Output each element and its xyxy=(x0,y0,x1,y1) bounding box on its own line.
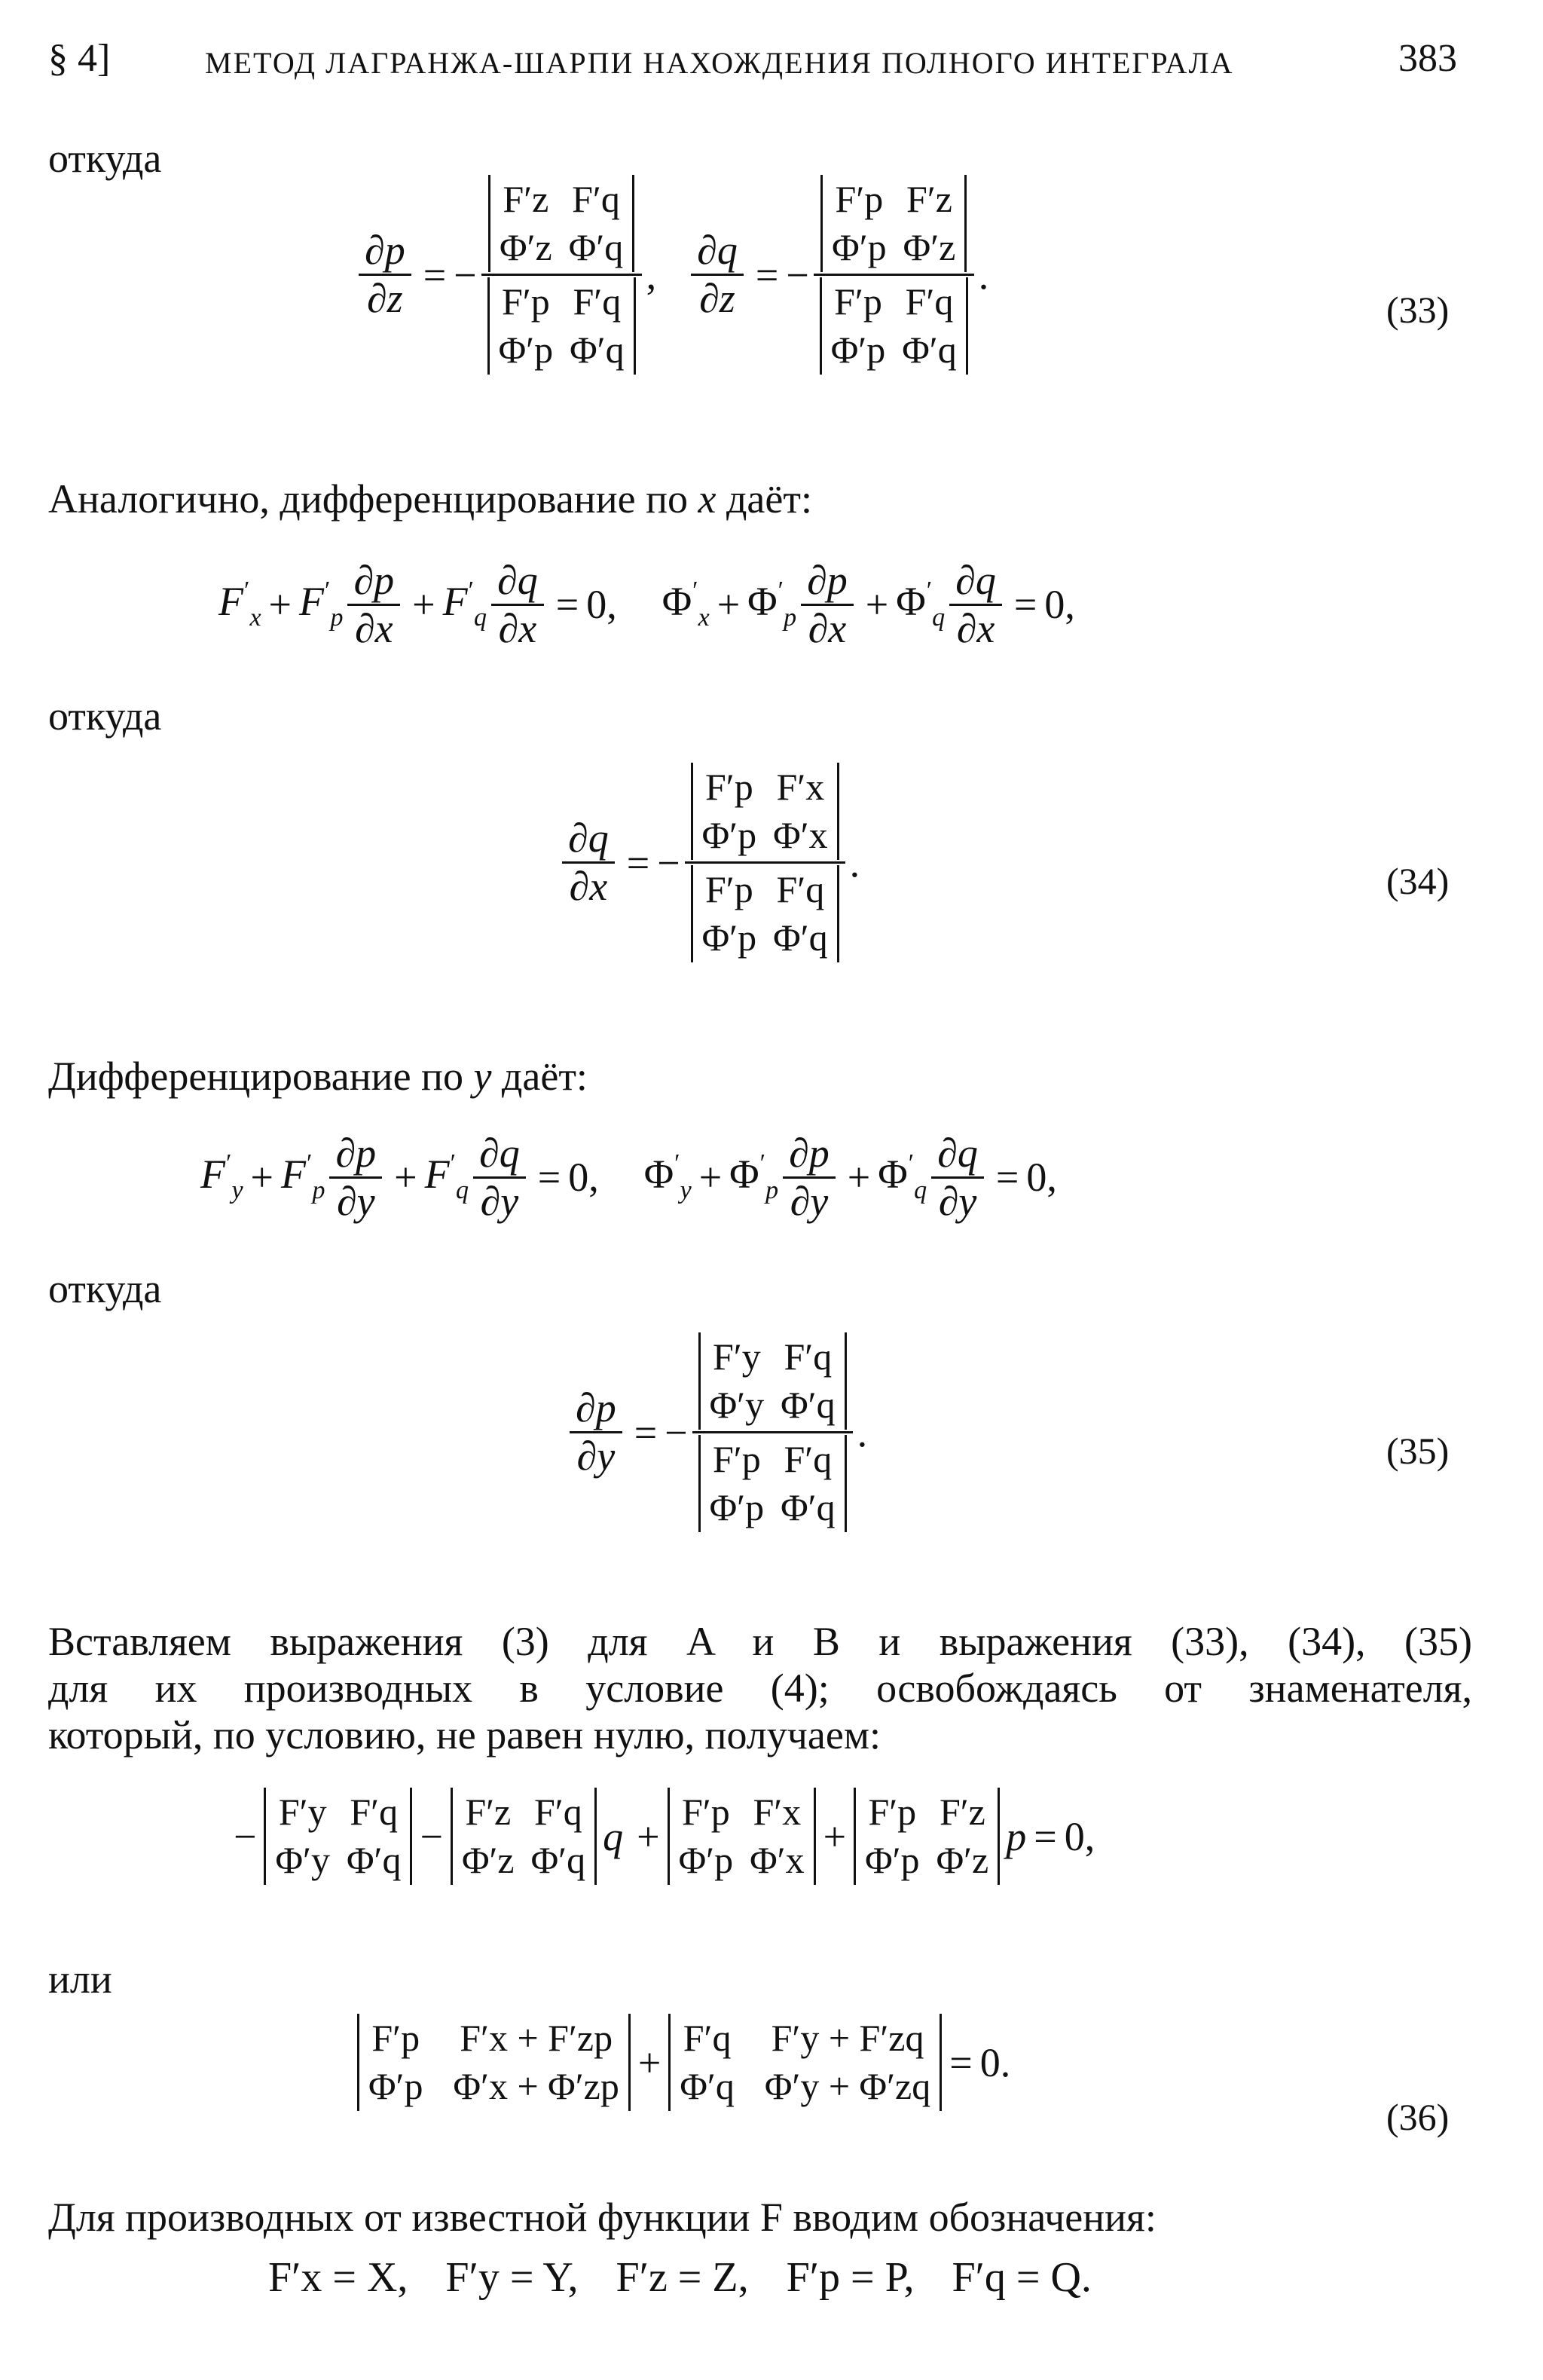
fraction-det-33a xyxy=(481,173,642,376)
op-minus: − xyxy=(665,1409,688,1455)
op-eq: = xyxy=(423,252,447,298)
paragraph-otkuda-2: откуда xyxy=(48,693,162,739)
paragraph-notation: Для производных от известной функции F вводим обозначения: xyxy=(48,2195,1156,2240)
determinant xyxy=(357,2014,631,2111)
det-cell: Φ′y xyxy=(709,1383,765,1426)
notation-item: F′z = Z, xyxy=(616,2254,749,2301)
det-cell: F′q xyxy=(350,1791,399,1833)
det-cell: Φ′q xyxy=(568,225,624,268)
det-cell: F′p xyxy=(502,280,550,323)
paragraph-otkuda-3: откуда xyxy=(48,1266,162,1311)
det-cell: Φ′q xyxy=(680,2064,735,2107)
det-cell: F′y + F′zq xyxy=(771,2017,924,2059)
paragraph-ili: или xyxy=(48,1956,112,2002)
det-cell: Φ′p xyxy=(832,225,887,268)
equation-number-34: (34) xyxy=(1386,860,1450,902)
det-cell: Φ′y + Φ′zq xyxy=(764,2064,931,2107)
det-cell: F′z xyxy=(503,178,549,220)
equation-notation xyxy=(268,2253,1092,2302)
determinant xyxy=(820,175,967,272)
equation-dy: $F'_y$ + $F'_p$ $\frac{\partial p}{\partial y}$ + $F'_q$ $\frac{\partial q}{\partial y}$ = 0, $\Phi'_y$ + $\Phi'_p$ $\frac{\partial p}{\partial y}$ + $\Phi'_q$ $\frac{\partial q}{\partial y}$ = 0, xyxy=(200,1130,1057,1224)
equation-36 xyxy=(357,2014,1010,2111)
det-cell: F′p xyxy=(681,1791,730,1833)
variable: y xyxy=(473,1054,492,1099)
determinant xyxy=(488,175,634,272)
det-cell: F′p xyxy=(705,766,753,808)
fraction-det-33b xyxy=(814,173,974,376)
op-period: . xyxy=(978,252,989,298)
det-cell: F′z xyxy=(465,1791,512,1833)
text-run: даёт: xyxy=(726,476,812,522)
det-cell: F′p xyxy=(371,2017,420,2059)
notation-item: F′q = Q. xyxy=(952,2254,1092,2301)
determinant xyxy=(854,1788,1000,1885)
det-cell: Φ′p xyxy=(701,916,757,959)
determinant xyxy=(668,1788,816,1885)
det-cell: Φ′z xyxy=(500,225,552,268)
notation-item: F′y = Y, xyxy=(445,2254,579,2301)
det-cell: F′z xyxy=(906,178,952,220)
det-cell: F′q xyxy=(573,280,622,323)
running-title: МЕТОД ЛАГРАНЖА-ШАРПИ НАХОЖДЕНИЯ ПОЛНОГО ИНТЕГРАЛА xyxy=(205,46,1234,80)
det-cell: F′p xyxy=(835,178,884,220)
equation-dx: $F'_x$ + $F'_p$ $\frac{\partial p}{\partial x}$ + $F'_q$ $\frac{\partial q}{\partial x}$ = 0, $\Phi'_x$ + $\Phi'_p$ $\frac{\partial p}{\partial x}$ + $\Phi'_q$ $\frac{\partial q}{\partial x}$ = 0, xyxy=(218,558,1075,651)
det-cell: Φ′x xyxy=(773,813,828,856)
det-cell: F′q xyxy=(784,1438,833,1480)
op-eq: = xyxy=(626,840,650,886)
det-cell: Φ′z xyxy=(903,225,956,268)
fraction-det-34 xyxy=(685,761,845,964)
equation-35: $\frac{\partial p}{\partial y}$ = − F′y F′q Φ′y Φ′q F′p F′q Φ′p Φ′q . xyxy=(565,1331,867,1534)
det-cell: F′z xyxy=(939,1791,985,1833)
det-cell: F′q xyxy=(905,280,954,323)
op-minus: − xyxy=(786,252,809,298)
op-plus: + xyxy=(823,1813,847,1859)
paragraph-insert-line-3: который, по условию, не равен нулю, получаем: xyxy=(48,1712,881,1757)
op-comma: , xyxy=(1084,1813,1095,1859)
op-eq: = xyxy=(634,1409,658,1455)
det-cell: F′x xyxy=(753,1791,802,1833)
equation-number-35: (35) xyxy=(1386,1430,1450,1472)
det-cell: Φ′q xyxy=(781,1383,836,1426)
det-cell: F′q xyxy=(776,868,825,910)
det-cell: Φ′p xyxy=(368,2064,423,2107)
notation-item: F′x = X, xyxy=(268,2254,408,2301)
op-minus: − xyxy=(234,1813,257,1859)
op-eq: = xyxy=(1034,1813,1057,1859)
text-run: Дифференцирование по xyxy=(48,1054,463,1099)
det-cell: F′x + F′zp xyxy=(460,2017,613,2059)
determinant xyxy=(698,1435,847,1532)
determinant xyxy=(698,1332,847,1430)
det-cell: Φ′z xyxy=(936,1838,989,1881)
det-cell: F′y xyxy=(713,1335,761,1378)
paragraph-otkuda-1: откуда xyxy=(48,136,162,181)
determinant xyxy=(487,277,636,375)
op-eq: = xyxy=(949,2039,973,2085)
zero: 0 xyxy=(1064,1813,1085,1859)
op-minus: − xyxy=(454,252,477,298)
text-run: даёт: xyxy=(501,1054,588,1099)
section-mark: § 4] xyxy=(48,37,111,80)
op-period: . xyxy=(1000,2039,1011,2085)
det-cell: F′p xyxy=(705,868,753,910)
det-cell: Φ′q xyxy=(773,916,828,959)
det-cell: Φ′p xyxy=(678,1838,734,1881)
determinant xyxy=(668,2014,942,2111)
det-cell: Φ′q xyxy=(570,328,625,371)
op-plus: + xyxy=(637,2039,662,2085)
op-minus: − xyxy=(657,840,680,886)
determinant xyxy=(451,1788,597,1885)
det-cell: F′q xyxy=(534,1791,582,1833)
fraction-dq-dz: $\frac{\partial q}{\partial z}$ xyxy=(691,228,744,321)
det-cell: F′q xyxy=(683,2017,732,2059)
zero: 0 xyxy=(979,2039,1001,2085)
det-cell: Φ′p xyxy=(701,813,757,856)
fraction-det-35 xyxy=(692,1331,853,1534)
equation-34: $\frac{\partial q}{\partial x}$ = − F′p F′x Φ′p Φ′x F′p F′q Φ′p Φ′q . xyxy=(558,761,860,964)
det-cell: Φ′q xyxy=(346,1838,402,1881)
variable: x xyxy=(698,476,717,522)
page-number: 383 xyxy=(1398,37,1457,80)
paragraph-analog xyxy=(48,475,812,523)
det-cell: Φ′x + Φ′zp xyxy=(453,2064,619,2107)
op-comma: , xyxy=(646,252,657,298)
equation-number-33: (33) xyxy=(1386,289,1450,331)
det-cell: Φ′p xyxy=(709,1485,765,1528)
equation-number-36: (36) xyxy=(1386,2096,1450,2138)
det-cell: Φ′z xyxy=(461,1838,515,1881)
det-cell: Φ′x xyxy=(750,1838,805,1881)
notation-item: F′p = P, xyxy=(786,2254,915,2301)
det-cell: F′p xyxy=(713,1438,761,1480)
det-cell: F′q xyxy=(572,178,620,220)
op-period: . xyxy=(857,1409,868,1455)
det-cell: F′q xyxy=(784,1335,833,1378)
det-cell: Φ′y xyxy=(275,1838,330,1881)
determinant xyxy=(264,1788,412,1885)
op-minus: − xyxy=(420,1813,443,1859)
det-cell: Φ′q xyxy=(530,1838,586,1881)
op-eq: = xyxy=(755,252,779,298)
det-cell: F′x xyxy=(776,766,825,808)
paragraph-insert-line-2: для их производных в условие (4); освобождаясь от знаменателя, xyxy=(48,1666,1472,1711)
determinant xyxy=(691,763,839,860)
paragraph-insert-line-1: Вставляем выражения (3) для A и B и выражения (33), (34), (35) xyxy=(48,1619,1472,1664)
op-period: . xyxy=(849,840,860,886)
det-cell: Φ′q xyxy=(781,1485,836,1528)
text-run: Аналогично, дифференцирование по xyxy=(48,476,688,522)
det-cell: F′p xyxy=(834,280,882,323)
fraction-dp-dz: $\frac{\partial p}{\partial z}$ xyxy=(359,228,411,321)
det-cell: Φ′p xyxy=(498,328,554,371)
equation-33 xyxy=(354,173,988,376)
equation-long: − F′y F′q Φ′y Φ′q − F′z F′q Φ′z Φ′q q + F′p F′x Φ′p Φ′x + F′p F′z Φ′p Φ′z p = 0 , xyxy=(226,1788,1095,1885)
det-cell: Φ′p xyxy=(830,328,886,371)
det-cell: F′p xyxy=(868,1791,917,1833)
determinant xyxy=(691,865,839,962)
op-plus: + xyxy=(637,1813,660,1859)
det-cell: F′y xyxy=(278,1791,327,1833)
det-cell: Φ′q xyxy=(902,328,957,371)
determinant xyxy=(820,277,968,375)
det-cell: Φ′p xyxy=(865,1838,920,1881)
paragraph-diff-y xyxy=(48,1052,588,1100)
